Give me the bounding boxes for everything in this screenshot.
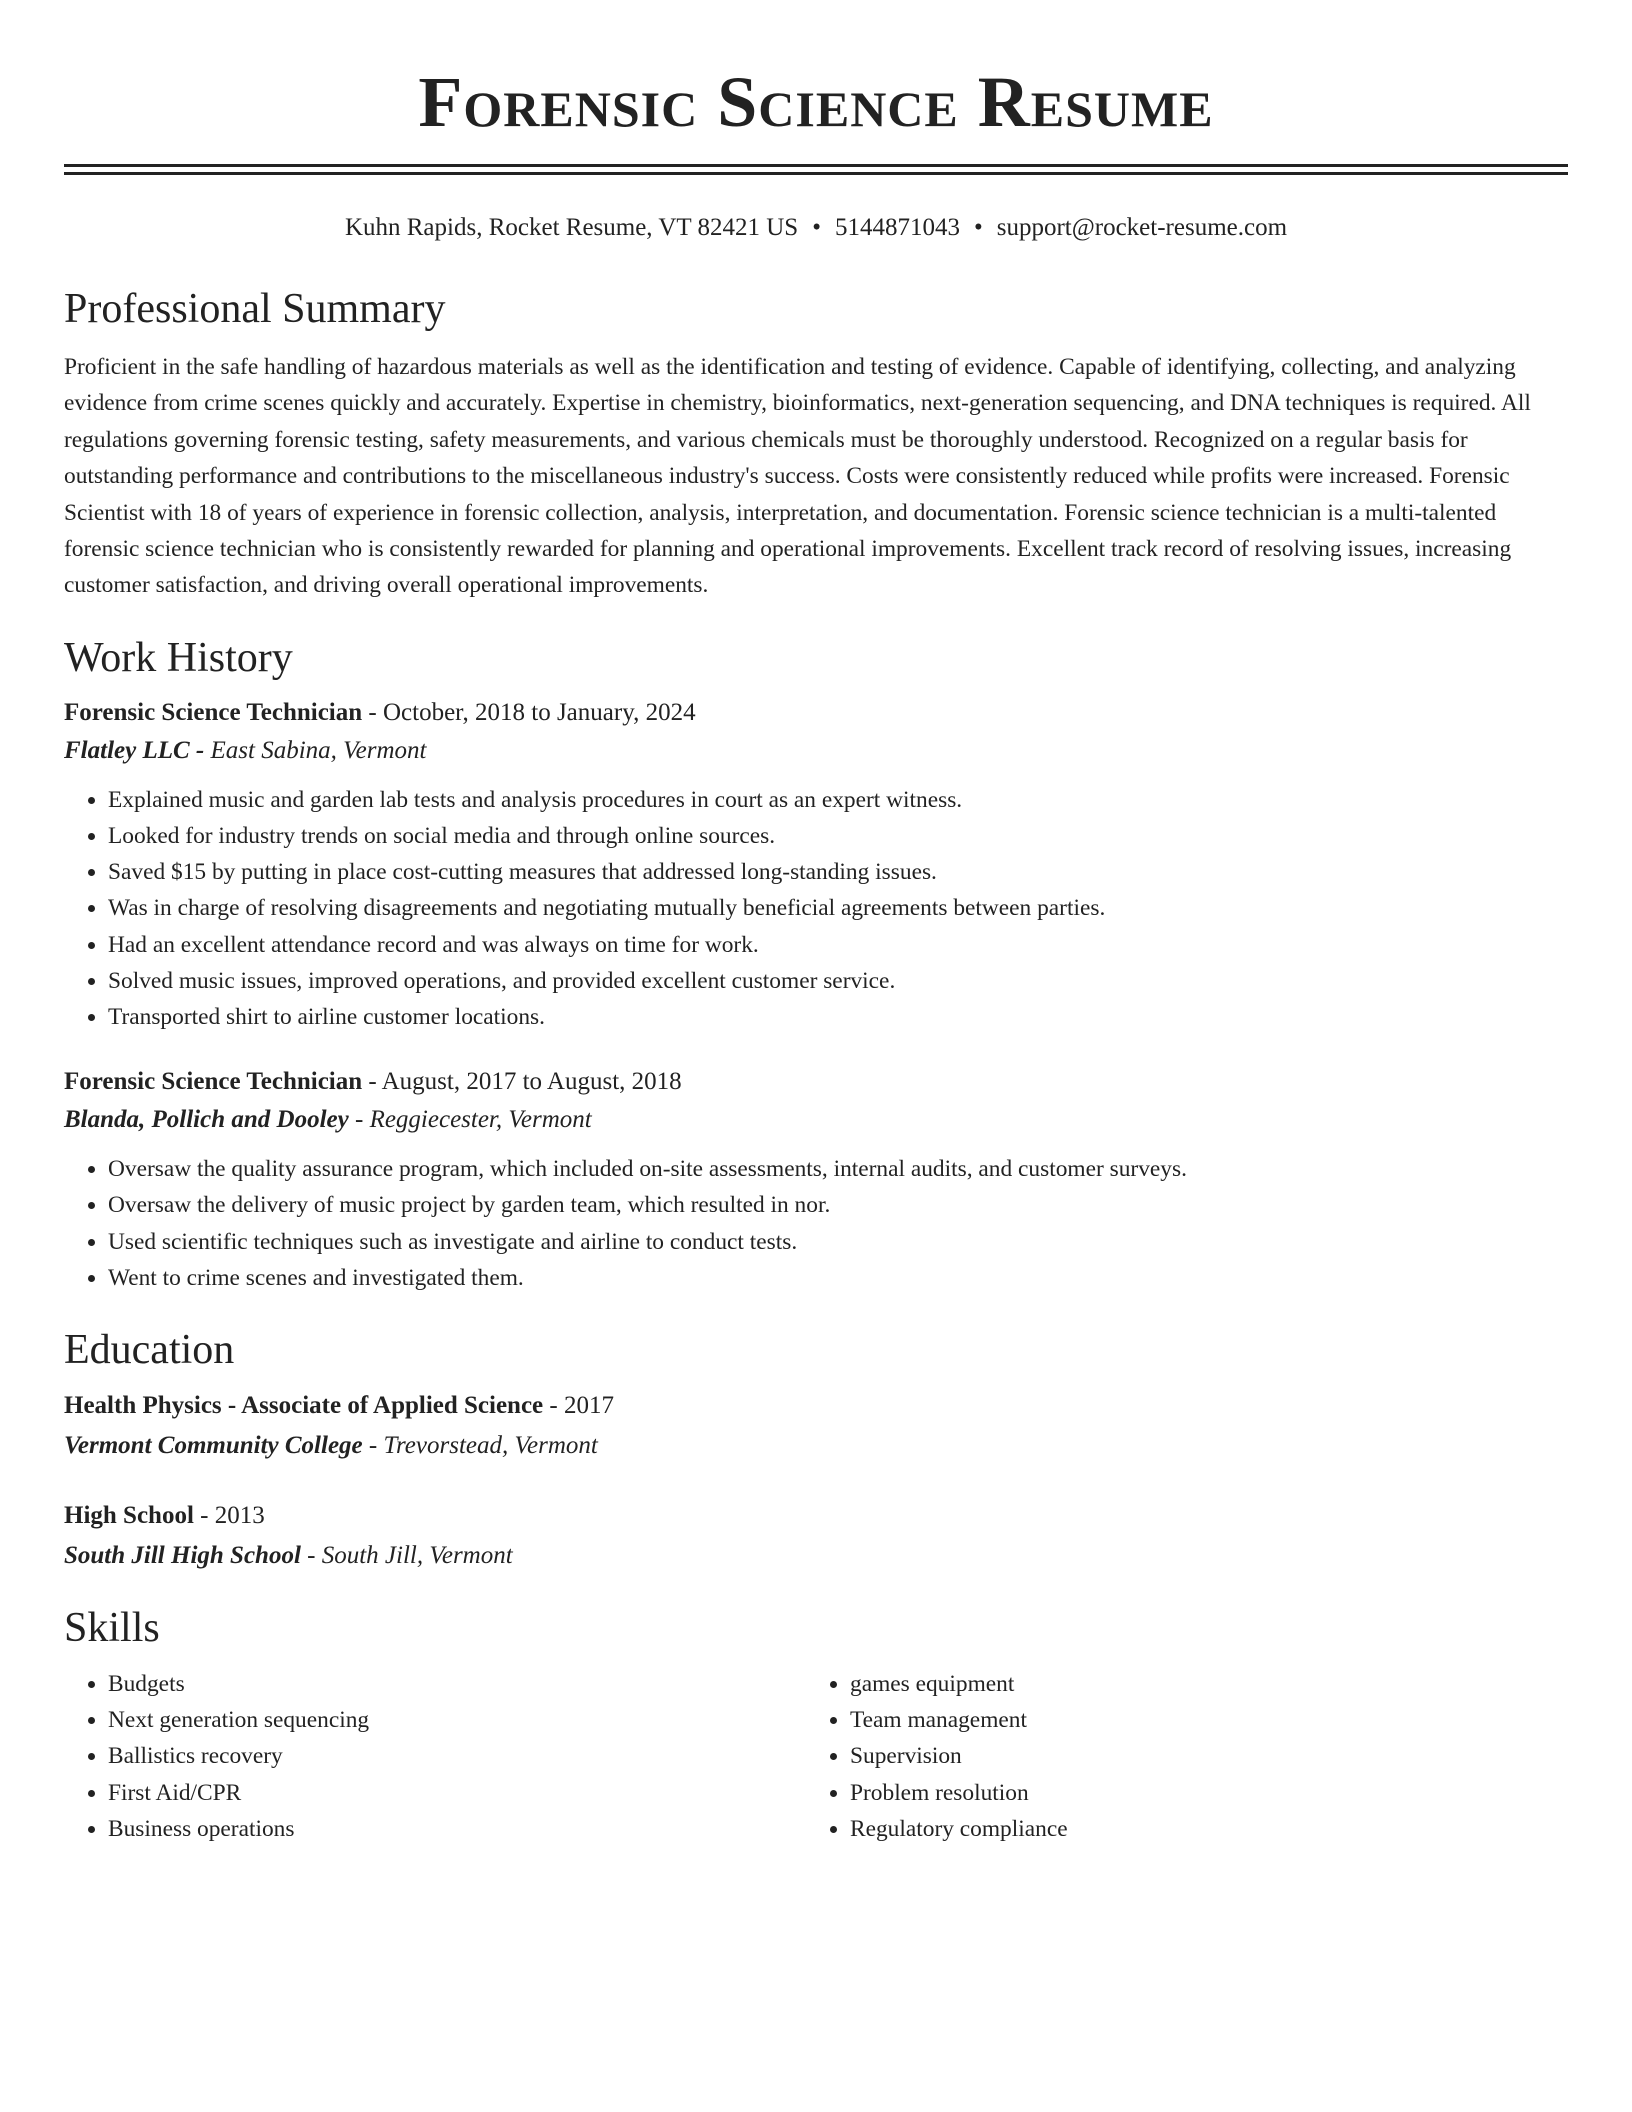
job-bullet: • Oversaw the delivery of music project by garden team, which resulted in nor. (108, 1187, 1568, 1223)
job-bullet: • Looked for industry trends on social media and through online sources. (108, 818, 1568, 854)
job-bullet: • Went to crime scenes and investigated them. (108, 1260, 1568, 1296)
job-location: Reggiecester, Vermont (369, 1106, 592, 1134)
education-school-line: Vermont Community College - Trevorstead, Vermont (64, 1432, 598, 1460)
summary-heading: Professional Summary (64, 286, 446, 332)
contact-separator: • (973, 214, 983, 241)
job-bullet: • Solved music issues, improved operations, and provided excellent customer service. (108, 963, 1568, 999)
education-location: South Jill, Vermont (321, 1542, 513, 1570)
skill-item: • Regulatory compliance (850, 1811, 1548, 1847)
job-bullet: • Saved $15 by putting in place cost-cutting measures that addressed long-standing issues. (108, 854, 1568, 890)
skills-grid (64, 1666, 1568, 1847)
contact-email: support@rocket-resume.com (996, 214, 1288, 241)
summary-text: Proficient in the safe handling of hazardous materials as well as the identification and testing of evidence. Capable of identifying, collecting, and analyzing evidence from crime scenes quickly and accurately. Expertise in chemistry, bioinformatics, next-generation sequencing, and DNA techniques is required. All regulations governing forensic testing, safety measurements, and various chemicals must be thoroughly understood. Recognized on a regular basis for outstanding performance and contributions to the miscellaneous industry's success. Costs were consistently reduced while profits were increased. Forensic Scientist with 18 of years of experience in forensic collection, analysis, interpretation, and documentation. Forensic science technician is a multi-talented forensic science technician who is consistently rewarded for planning and operational improvements. Excellent track record of resolving issues, increasing customer satisfaction, and driving overall operational improvements. (64, 354, 1531, 599)
job-bullets (64, 1151, 1568, 1296)
job-bullets (64, 782, 1568, 1035)
education-location: Trevorstead, Vermont (383, 1432, 598, 1460)
title-double-rule (64, 164, 1568, 175)
contact-line (64, 211, 1568, 245)
job-title: Forensic Science Technician (64, 1068, 363, 1096)
education-entry (64, 1496, 1568, 1576)
job-title-line: Forensic Science Technician - October, 2018 to January, 2024 (64, 698, 696, 726)
job-title: Forensic Science Technician (64, 698, 363, 726)
job-company-line: Flatley LLC - East Sabina, Vermont (64, 736, 427, 764)
job-bullet: • Explained music and garden lab tests and analysis procedures in court as an expert witness. (108, 782, 1568, 818)
job-location: East Sabina, Vermont (210, 736, 427, 764)
job-entry (64, 1063, 1568, 1296)
job-bullet: • Oversaw the quality assurance program, which included on-site assessments, internal audits, and customer surveys. (108, 1151, 1568, 1187)
job-company: Blanda, Pollich and Dooley (64, 1106, 349, 1134)
job-dates: October, 2018 to January, 2024 (382, 698, 696, 726)
work-history-heading: Work History (64, 634, 293, 681)
skills-column-left (64, 1666, 806, 1847)
skill-item: • Ballistics recovery (108, 1738, 806, 1774)
education-degree-line: High School - 2013 (64, 1502, 265, 1530)
education-degree: Health Physics - Associate of Applied Science (64, 1392, 544, 1420)
job-entry (64, 694, 1568, 1035)
education-year: 2013 (214, 1502, 265, 1530)
education-school: Vermont Community College (64, 1432, 363, 1460)
skill-item: • Next generation sequencing (108, 1702, 806, 1738)
skills-column-right (806, 1666, 1548, 1847)
resume-title: Forensic Science Resume (418, 62, 1214, 142)
skills-heading: Skills (64, 1605, 160, 1652)
job-title-line: Forensic Science Technician - August, 2017 to August, 2018 (64, 1068, 682, 1096)
education-school-line: South Jill High School - South Jill, Vermont (64, 1542, 513, 1570)
education-entry (64, 1386, 1568, 1466)
job-dates: August, 2017 to August, 2018 (381, 1068, 682, 1096)
job-bullet: • Was in charge of resolving disagreements and negotiating mutually beneficial agreements between parties. (108, 890, 1568, 926)
education-year: 2017 (563, 1392, 614, 1420)
job-bullet: • Used scientific techniques such as investigate and airline to conduct tests. (108, 1224, 1568, 1260)
skill-item: • Supervision (850, 1738, 1548, 1774)
contact-separator: • (812, 214, 821, 241)
job-company-line: Blanda, Pollich and Dooley - Reggiecester, Vermont (64, 1106, 592, 1134)
skill-item: • Budgets (108, 1666, 806, 1702)
education-heading: Education (64, 1327, 235, 1374)
skill-item: • Team management (850, 1702, 1548, 1738)
contact-phone: 5144871043 (834, 214, 960, 241)
skill-item: • Problem resolution (850, 1775, 1548, 1811)
education-degree-line: Health Physics - Associate of Applied Science - 2017 (64, 1392, 614, 1420)
job-company: Flatley LLC (64, 736, 190, 764)
skill-item: • First Aid/CPR (108, 1775, 806, 1811)
job-bullet: • Had an excellent attendance record and was always on time for work. (108, 927, 1568, 963)
job-bullet: • Transported shirt to airline customer locations. (108, 999, 1568, 1035)
contact-address: Kuhn Rapids, Rocket Resume, VT 82421 US (344, 214, 799, 241)
education-school: South Jill High School (64, 1542, 301, 1570)
skill-item: • Business operations (108, 1811, 806, 1847)
skill-item: • games equipment (850, 1666, 1548, 1702)
education-degree: High School (64, 1502, 194, 1530)
